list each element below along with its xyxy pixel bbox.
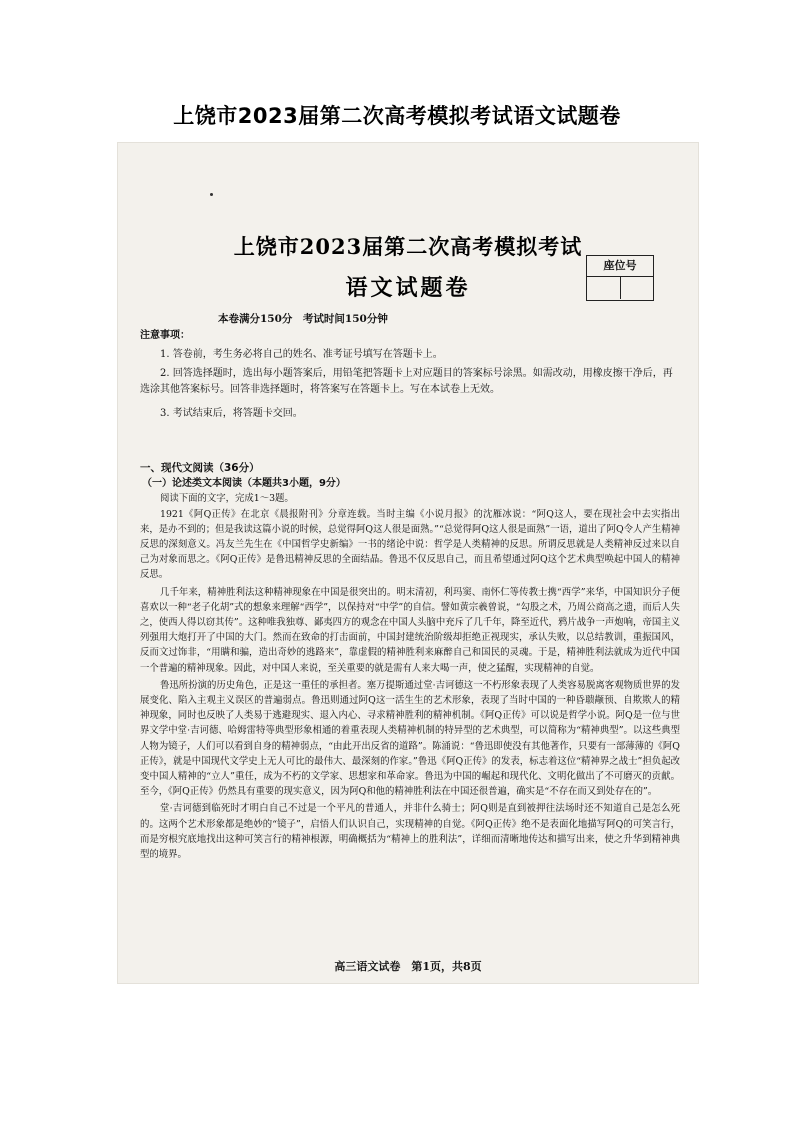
- section-heading: 一、现代文阅读（36分）: [140, 462, 260, 474]
- reading-section: [140, 461, 680, 864]
- seat-number-label: 座位号: [587, 256, 653, 277]
- scan-speck: [210, 193, 213, 196]
- exam-subtitle: 语文试题卷: [345, 275, 471, 301]
- passage-paragraph: 1921《阿Q正传》在北京《晨报附刊》分章连载。当时主编《小说月报》的沈雁冰说：“阿Q这人，要在现社会中去实指出来，是办不到的；但是我读这篇小说的时候，总觉得阿Q这人很是面熟。”“总觉得阿Q这人很是面熟”一语，道出了阿Q令人产生精神反思的深刻意义。冯友兰先生在《中国哲学史新编》一书的绪论中说：哲学是人类精神的反思。所谓反思就是人类精神反过来以自己为对象而思之。《阿Q正传》是鲁迅精神反思的全面结晶。鲁迅不仅反思自己，而且希望通过阿Q这个艺术典型唤起中国人的精神反思。: [140, 508, 680, 581]
- seat-cell-right: [621, 277, 654, 299]
- seat-cell-left: [587, 277, 621, 299]
- document-title: 上饶市2023届第二次高考模拟考试语文试题卷: [173, 104, 621, 128]
- passage-paragraph: 鲁迅所扮演的历史角色，正是这一重任的承担者。塞万提斯通过堂·吉诃德这一不朽形象表现了人类容易脱离客观物质世界的发展变化、陷入主观主义误区的普遍弱点。鲁迅则通过阿Q这一活生生的艺术形象，表现了当时中国的一种昏聩颟顸、自欺欺人的精神现象，同时也反映了人类易于逃避现实、退入内心、寻求精神胜利的精神机制。《阿Q正传》可以说是哲学小说。阿Q是一位与世界文学中堂·吉诃德、哈姆雷特等典型形象相通的着重表现人类精神机制的特异型的艺术典型，可以简称为“精神典型”。以这些典型人物为镜子，人们可以看到自身的精神弱点，“由此开出反省的道路”。陈涌说：“鲁迅即使没有其他著作，只要有一部薄薄的《阿Q正传》，就是中国现代文学史上无人可比的最伟大、最深刻的作家。”鲁迅《阿Q正传》的发表，标志着这位“精神界之战士”担负起改变中国人精神的“立人”重任，成为不朽的文学家、思想家和革命家。鲁迅为中国的崛起和现代化、文明化做出了不可磨灭的贡献。至今，《阿Q正传》仍然具有重要的现实意义，因为阿Q和他的精神胜利法在中国还很普遍，确实是“不存在而又到处存在的”。: [140, 679, 680, 798]
- passage-paragraph: 几千年来，精神胜利法这种精神现象在中国是很突出的。明末清初，利玛窦、南怀仁等传教士携“西学”来华，中国知识分子便喜欢以一种“老子化胡”式的想象来理解“西学”，以保持对“中学”的自信。譬如黄宗羲曾说，“勾股之术，乃周公商高之遗，而后人失之，使西人得以窃其传”。这种唯我独尊、鄙夷四方的观念在中国人头脑中充斥了几千年，降至近代，鸦片战争一声炮响，帝国主义列强用大炮打开了中国的大门。然而在致命的打击面前，中国封建统治阶级却拒绝正视现实，承认失败，以总结教训，重振国风，反而文过饰非，“用瞒和骗，造出奇妙的逃路来”，靠虚假的精神胜利来麻醉自己和国民的灵魂。于是，精神胜利法就成为近代中国一个普遍的精神现象。因此，对中国人来说，至关重要的就是需有人来大喝一声，使之猛醒，实现精神的自觉。: [140, 586, 680, 674]
- notice-item: 1. 答卷前，考生务必将自己的姓名、准考证号填写在答题卡上。: [160, 349, 443, 360]
- score-and-time: 本卷满分150分 考试时间150分钟: [218, 313, 388, 325]
- notice-item: 3. 考试结束后，将答题卡交回。: [160, 408, 303, 419]
- notice-title: 注意事项：: [140, 330, 190, 341]
- seat-number-cells: [587, 277, 653, 299]
- seat-number-box: [586, 255, 654, 301]
- notice-item: 2. 回答选择题时，选出每小题答案后，用铅笔把答题卡上对应题目的答案标号涂黑。如需改动，用橡皮擦干净后，再选涂其他答案标号。回答非选择题时，将答案写在答题卡上。写在本试卷上无效。: [140, 368, 673, 395]
- passage-paragraph: 堂·吉诃德到临死时才明白自己不过是一个平凡的普通人，并非什么骑士；阿Q则是直到被押往法场时还不知道自己是怎么死的。这两个艺术形象都是绝妙的“镜子”，启悟人们认识自己，实现精神的自觉。《阿Q正传》绝不是表面化地描写阿Q的可笑言行，而是穷根究底地找出这种可笑言行的精神根源，明确概括为“精神上的胜利法”，详细而清晰地传达和描写出来，使之升华到精神典型的境界。: [140, 803, 680, 861]
- scanned-exam-page: [118, 143, 698, 983]
- page-footer: 高三语文试卷 第1页，共8页: [334, 960, 482, 973]
- exam-title: 上饶市2023届第二次高考模拟考试: [233, 234, 583, 259]
- section-instruction: 阅读下面的文字，完成1～3题。: [160, 493, 294, 505]
- notice-block: [140, 328, 680, 425]
- section-subheading: （一）论述类文本阅读（本题共3小题，9分）: [142, 478, 346, 490]
